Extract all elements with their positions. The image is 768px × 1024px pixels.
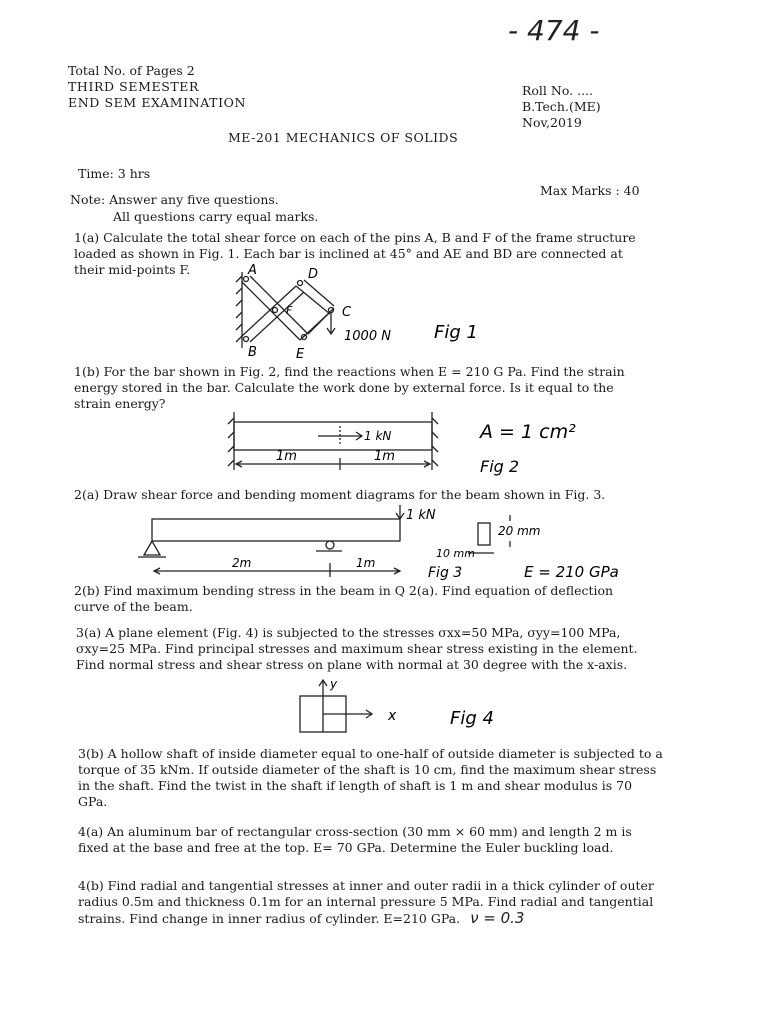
question-4b-text: 4(b) Find radial and tangential stresses at inner and outer radii in a thick cylinder of outer radius 0.5m and thickness 0.1m for an internal pressure 5 MPa. Find radial and tangential strains. Find change in inner radius of cylinder. E=210 GPa. [78, 878, 654, 926]
fig3-load: 1 kN [406, 508, 436, 523]
course-title: ME-201 MECHANICS OF SOLIDS [228, 130, 459, 145]
fig1-caption: Fig 1 [434, 322, 478, 343]
fig2-right-length: 1m [374, 449, 395, 464]
fig3-left-span: 2m [232, 556, 252, 570]
program: B.Tech.(ME) [522, 99, 601, 114]
note-line-1: Note: Answer any five questions. [70, 192, 279, 207]
question-1b: 1(b) For the bar shown in Fig. 2, find the reactions when E = 210 G Pa. Find the strain energy stored in the bar. Calculate the work done by external force. Is it equal to the strain energy? [74, 364, 625, 411]
fig3-section-width: 10 mm [436, 547, 475, 560]
note-line-2: All questions carry equal marks. [113, 209, 319, 224]
figure-3-beam [128, 505, 648, 585]
question-2b: 2(b) Find maximum bending stress in the beam in Q 2(a). Find equation of deflection curve of the beam. [74, 583, 614, 614]
fig3-modulus: E = 210 GPa [524, 563, 619, 581]
question-3a: 3(a) A plane element (Fig. 4) is subjected to the stresses σxx=50 MPa, σyy=100 MPa, σxy=25 MPa. Find principal stresses and maximum shear stress existing in the element. Find normal stress and shear stress on plane with normal at 30 degree with the x-axis. [76, 625, 638, 672]
roll-number: Roll No. .... [522, 83, 593, 98]
question-3b: 3(b) A hollow shaft of inside diameter equal to one-half of outside diameter is subjected to a torque of 35 kNm. If outside diameter of the shaft is 10 cm, find the maximum shear stress in the shaft. Find the twist in the shaft if length of shaft is 1 m and shear modulus is 70 GPa. [78, 746, 663, 809]
time-allowed: Time: 3 hrs [78, 166, 151, 181]
exam-title: END SEM EXAMINATION [68, 95, 247, 110]
semester: THIRD SEMESTER [68, 79, 200, 94]
fig1-label-d: D [308, 267, 319, 282]
exam-date: Nov,2019 [522, 115, 582, 130]
fig1-label-f: F [286, 304, 293, 317]
fig1-label-a: A [248, 263, 257, 278]
question-4b [78, 878, 664, 927]
fig1-label-c: C [342, 305, 352, 320]
figure-1-frame [220, 262, 500, 362]
figure-4-element [290, 676, 520, 740]
fig2-area: A = 1 cm² [480, 421, 576, 443]
fig2-force: 1 kN [364, 429, 392, 443]
fig4-axis-x: x [388, 708, 397, 724]
fig4-caption: Fig 4 [450, 708, 494, 729]
fig3-caption: Fig 3 [428, 565, 463, 581]
fig2-caption: Fig 2 [480, 457, 520, 476]
fig3-right-span: 1m [356, 556, 376, 570]
poisson-ratio-note: ν = 0.3 [470, 909, 525, 927]
fig3-section-height: 20 mm [498, 524, 541, 538]
figure-2-bar [222, 408, 602, 480]
fig1-label-b: B [248, 345, 257, 360]
fig1-label-e: E [296, 347, 305, 362]
fig4-axis-y: y [330, 677, 338, 691]
total-pages: Total No. of Pages 2 [68, 63, 195, 78]
fig1-load: 1000 N [344, 329, 391, 344]
handwritten-page-number: - 474 - [508, 14, 600, 47]
question-4a: 4(a) An aluminum bar of rectangular cross-section (30 mm × 60 mm) and length 2 m is fixed at the base and free at the top. E= 70 GPa. Determine the Euler buckling load. [78, 824, 632, 855]
fig2-left-length: 1m [276, 449, 297, 464]
question-2a: 2(a) Draw shear force and bending moment diagrams for the beam shown in Fig. 3. [74, 487, 606, 502]
question-1a: 1(a) Calculate the total shear force on each of the pins A, B and F of the frame structure loaded as shown in Fig. 1. Each bar is inclined at 45° and AE and BD are connected at their mid-points F. [74, 230, 636, 277]
max-marks: Max Marks : 40 [540, 183, 640, 198]
